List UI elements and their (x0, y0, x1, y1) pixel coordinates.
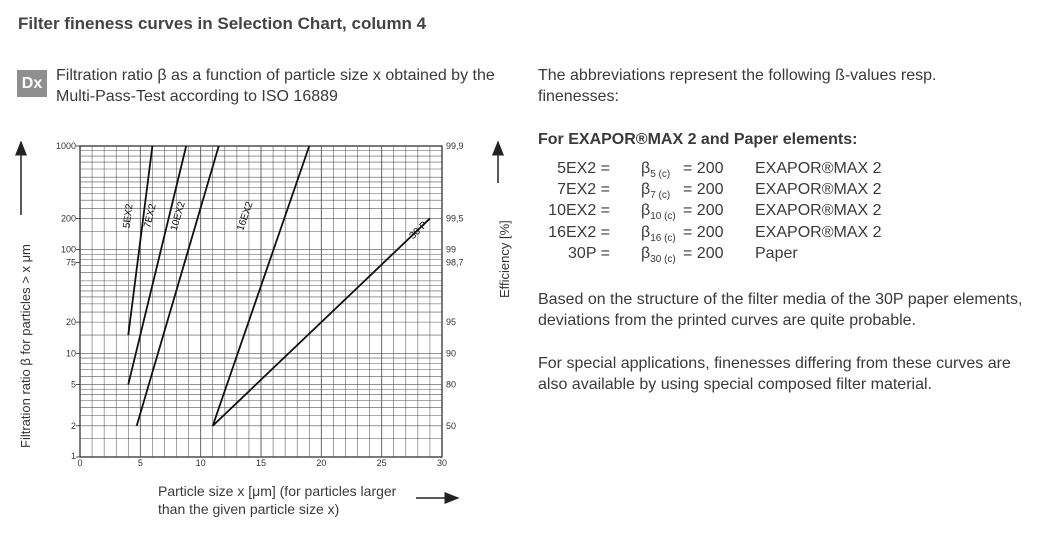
legend-code: 7EX2 = (557, 181, 610, 198)
legend-beta: $\beta_{10 (c)}$ (641, 202, 676, 223)
series-label: 10EX2 (168, 200, 188, 233)
legend-beta: $\beta_{5 (c)}$ (641, 160, 671, 181)
legend-material: EXAPOR®MAX 2 (755, 160, 882, 177)
legend-beta: $\beta_{16 (c)}$ (641, 224, 676, 245)
x-axis-label: Particle size x [μm] (for particles larger than the given particle size x) (158, 483, 397, 517)
y-tick-label: 1 (70, 451, 76, 461)
y-tick-label: 75 (65, 257, 76, 268)
x-tick-label: 10 (195, 458, 206, 468)
legend-code: 16EX2 = (548, 224, 610, 241)
page-title: Filter fineness curves in Selection Chart, column 4 (18, 14, 427, 33)
legend-code: 5EX2 = (557, 160, 610, 177)
y2-tick-label: 99 (446, 244, 457, 255)
chart-grid (80, 146, 442, 457)
legend-material: EXAPOR®MAX 2 (755, 224, 882, 241)
y2-axis-label: Efficiency [%] (497, 220, 512, 298)
legend-value: = 200 (683, 245, 724, 262)
y2-tick-label: 95 (446, 317, 457, 328)
y2-tick-label: 98,7 (446, 257, 464, 268)
y2-tick-label: 99,5 (446, 213, 464, 224)
legend-value: = 200 (683, 181, 724, 198)
legend-material: EXAPOR®MAX 2 (755, 202, 882, 219)
legend-value: = 200 (683, 202, 724, 219)
legend-code: 30P = (568, 245, 610, 262)
y-tick-label: 10 (65, 348, 76, 359)
note-structure: Based on the structure of the filter media of the 30P paper elements, deviations from the printed curves are quite probable. (538, 291, 1023, 329)
x-tick-label: 30 (436, 458, 448, 468)
series-label: 30 P (407, 219, 430, 242)
legend-beta: $\beta_{7 (c)}$ (641, 181, 671, 202)
y2-tick-label: 80 (446, 379, 457, 390)
x-tick-label: 15 (255, 458, 267, 468)
chart-series (128, 146, 430, 426)
legend-value: = 200 (683, 160, 724, 177)
x-tick-label: 20 (316, 458, 327, 468)
legend-material: Paper (755, 245, 798, 262)
y-axis-label: Filtration ratio β for particles > x μm (18, 244, 33, 448)
abbreviations-intro: The abbreviations represent the following ß-values resp. finenesses: (538, 67, 937, 105)
legend-code: 10EX2 = (548, 202, 610, 219)
legend-material: EXAPOR®MAX 2 (755, 181, 882, 198)
x-tick-label: 25 (376, 458, 387, 468)
legend-heading: For EXAPOR®MAX 2 and Paper elements: (538, 131, 858, 148)
y-tick-label: 100 (60, 244, 76, 255)
chart-description: Filtration ratio β as a function of particle size x obtained by the Multi-Pass-Test according to ISO 16889 (56, 67, 495, 105)
chart-ticks (56, 141, 464, 468)
y-tick-label: 20 (65, 317, 76, 328)
y2-tick-label: 99,9 (446, 141, 464, 151)
y-tick-label: 5 (70, 379, 76, 390)
y2-tick-label: 90 (446, 348, 457, 359)
x-tick-label: 5 (137, 458, 143, 468)
y2-tick-label: 50 (446, 420, 457, 431)
series-label: 5EX2 (121, 203, 136, 229)
y-tick-label: 2 (70, 420, 76, 431)
legend-value: = 200 (683, 224, 724, 241)
y-tick-label: 200 (60, 213, 76, 224)
note-special: For special applications, finenesses differing from these curves are also available by using special composed filter material. (538, 355, 1011, 393)
x-tick-label: 0 (77, 458, 83, 468)
series-label: 16EX2 (235, 200, 256, 233)
series-label: 7EX2 (142, 202, 159, 230)
legend-beta: $\beta_{30 (c)}$ (641, 245, 676, 266)
series-line-10ex2 (137, 146, 219, 426)
dx-badge: Dx (17, 70, 47, 97)
y-tick-label: 1000 (55, 141, 76, 151)
